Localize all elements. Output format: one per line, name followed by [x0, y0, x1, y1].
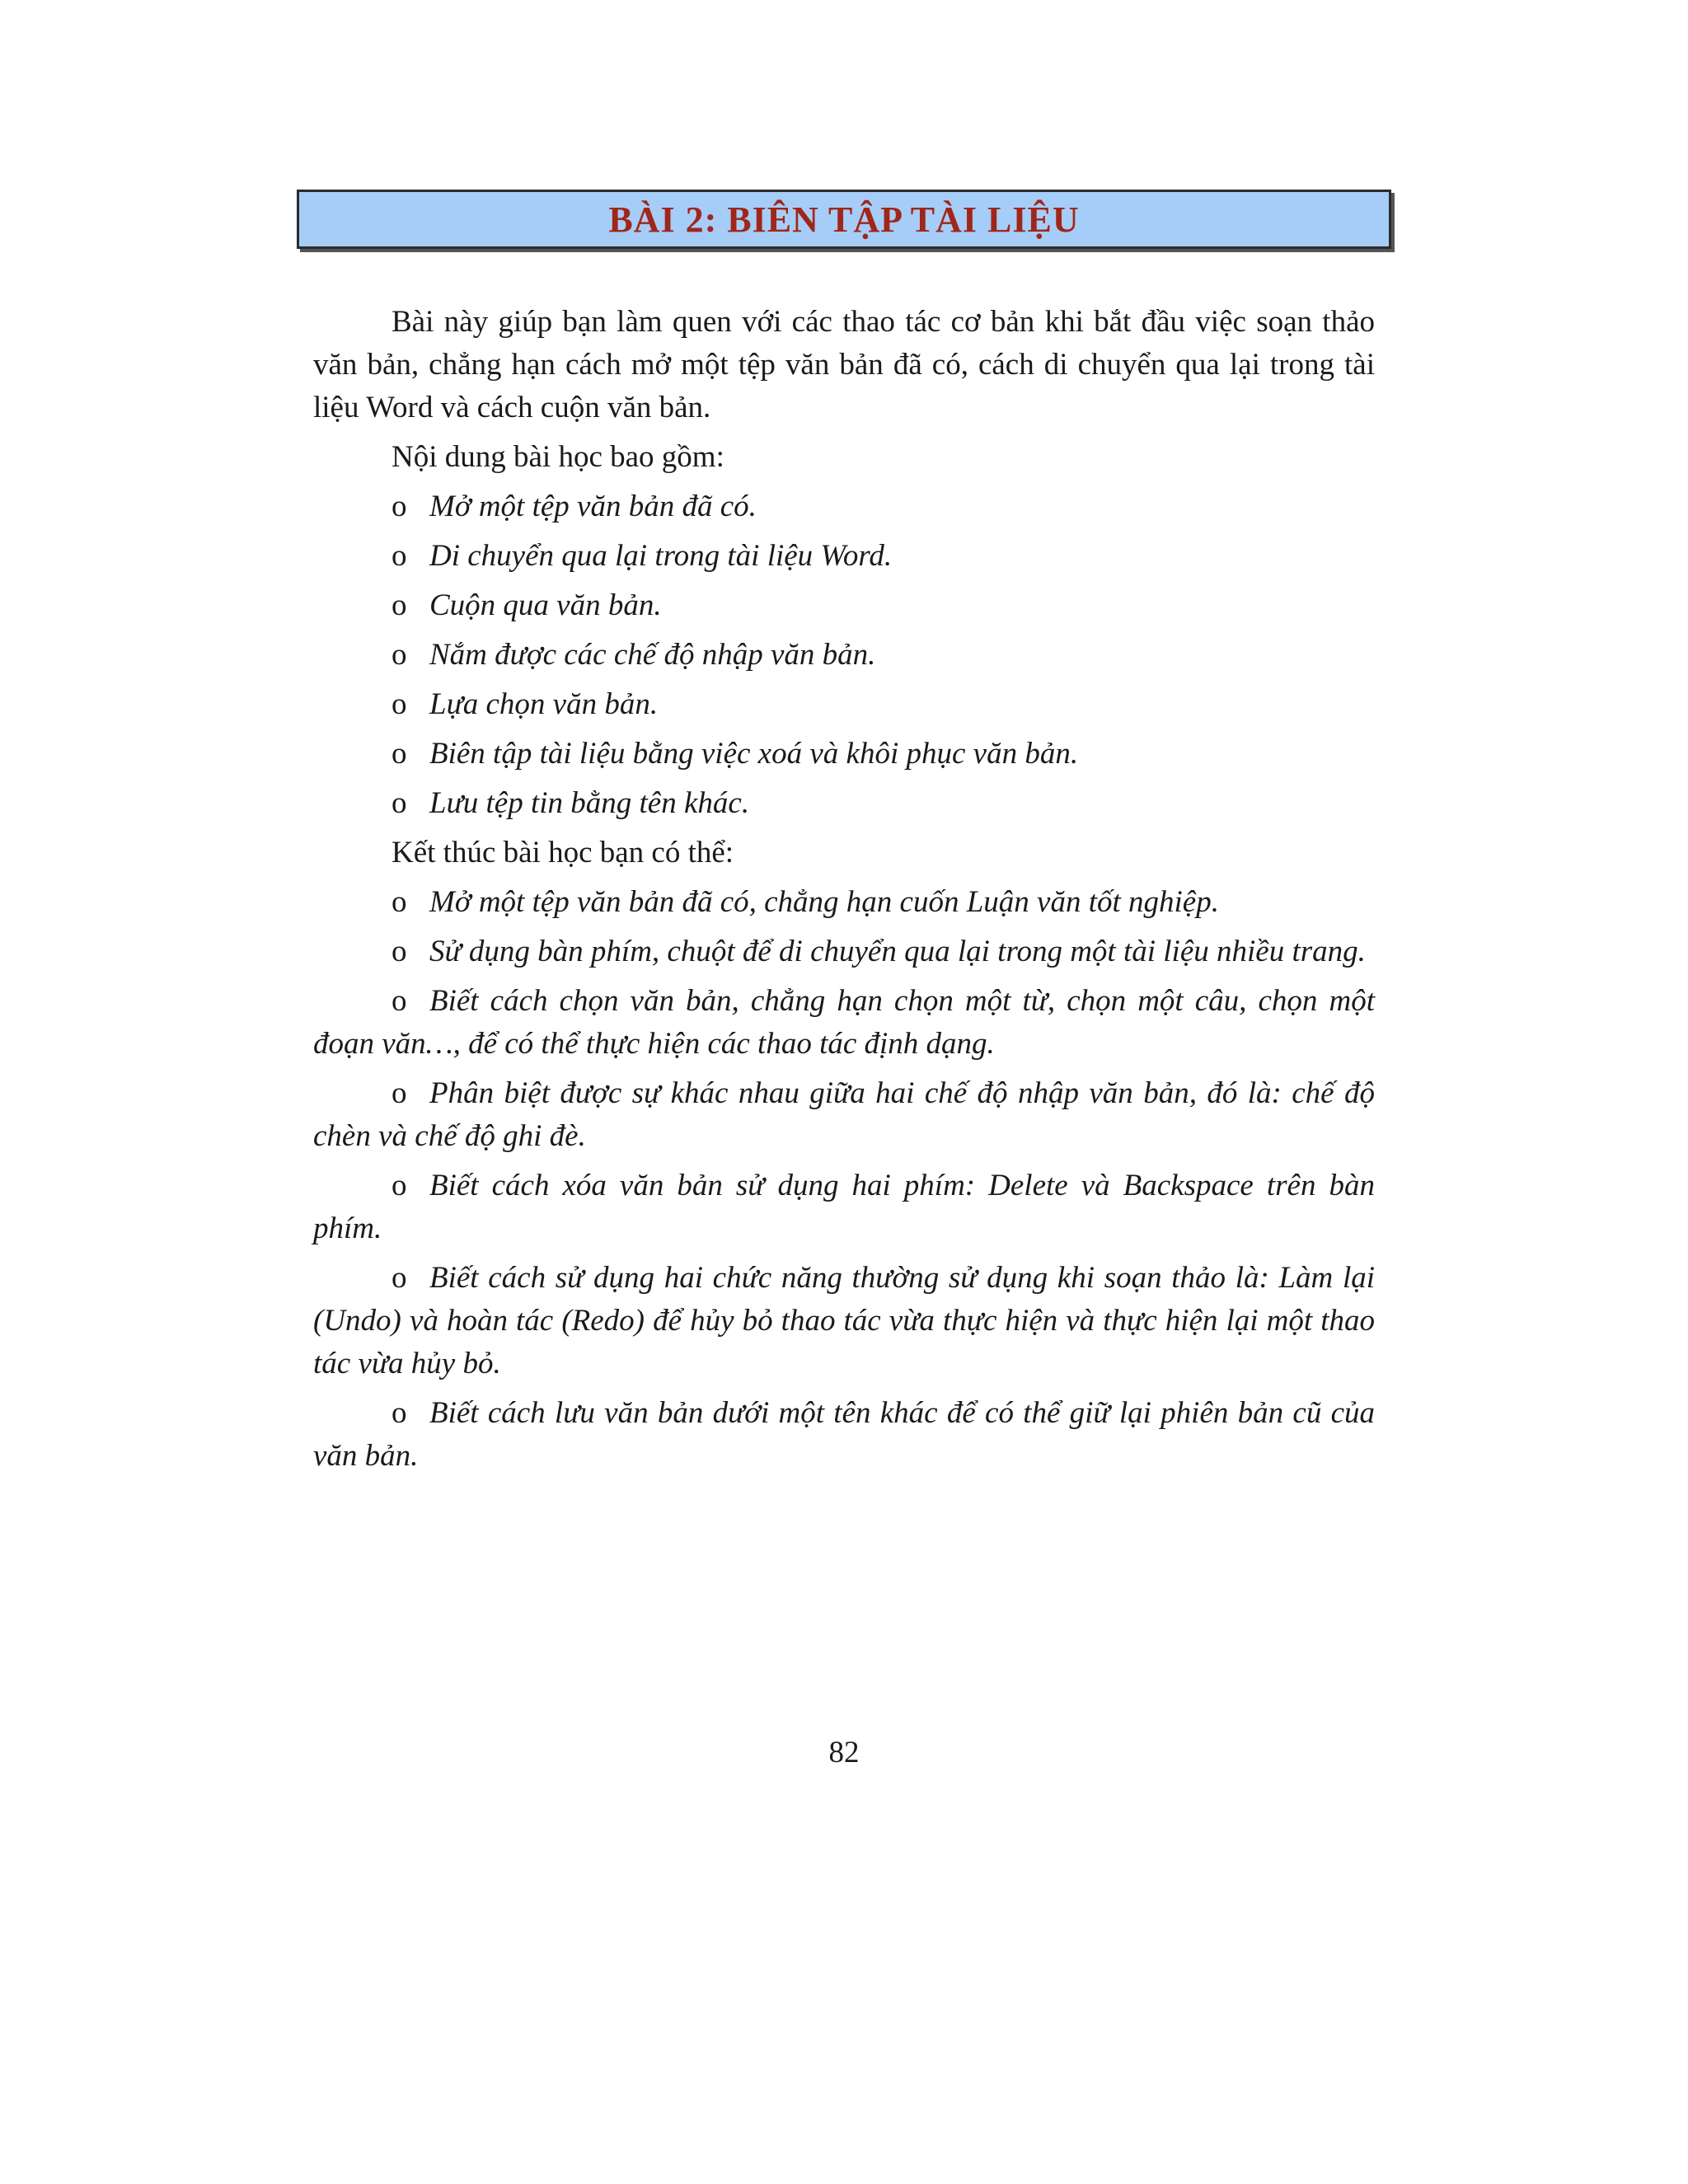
bullet-icon: o [392, 1169, 407, 1202]
bullet-icon: o [392, 1396, 407, 1430]
list-item [313, 1165, 1375, 1250]
list-item-text: Biết cách sử dụng hai chức năng thường sử dụng khi soạn thảo là: Làm lại (Undo) và hoàn tác (Redo) để hủy bỏ thao tác vừa thực hiện và thực hiện lại một thao tác vừa hủy bỏ. [313, 1261, 1375, 1380]
contents-heading: Nội dung bài học bao gồm: [392, 440, 724, 474]
list-item-text: Lựa chọn văn bản. [429, 687, 659, 721]
list-item-text: Phân biệt được sự khác nhau giữa hai chế độ nhập văn bản, đó là: chế độ chèn và chế độ ghi đè. [313, 1076, 1375, 1153]
list-item [313, 930, 1375, 973]
bullet-icon: o [392, 687, 407, 721]
list-item-text: Mở một tệp văn bản đã có, chẳng hạn cuốn Luận văn tốt nghiệp. [429, 885, 1219, 919]
list-item [313, 733, 1375, 776]
list-item [313, 782, 1375, 825]
bullet-icon: o [392, 539, 407, 573]
list-item [313, 1072, 1375, 1158]
list-item-text: Biết cách chọn văn bản, chẳng hạn chọn một từ, chọn một câu, chọn một đoạn văn…, để có thể thực hiện các thao tác định dạng. [313, 984, 1375, 1061]
bullet-icon: o [392, 786, 407, 820]
page-number: 82 [828, 1736, 860, 1769]
list-item-text: Sử dụng bàn phím, chuột để di chuyển qua lại trong một tài liệu nhiều trang. [429, 935, 1366, 968]
list-item [313, 980, 1375, 1066]
bullet-icon: o [392, 588, 407, 622]
outcomes-heading: Kết thúc bài học bạn có thể: [392, 836, 734, 869]
lesson-content [313, 301, 1375, 1484]
lesson-title-box [297, 190, 1391, 249]
bullet-icon: o [392, 885, 407, 919]
list-item-text: Biết cách lưu văn bản dưới một tên khác để có thể giữ lại phiên bản cũ của văn bản. [313, 1396, 1375, 1473]
list-item [313, 584, 1375, 627]
list-item [313, 1392, 1375, 1478]
list-item [313, 1257, 1375, 1385]
bullet-icon: o [392, 737, 407, 771]
bullet-icon: o [392, 935, 407, 968]
bullet-icon: o [392, 984, 407, 1018]
bullet-icon: o [392, 490, 407, 523]
contents-list [313, 485, 1375, 825]
list-item [313, 881, 1375, 924]
list-item [313, 683, 1375, 726]
list-item-text: Cuộn qua văn bản. [429, 588, 662, 622]
outcomes-list [313, 881, 1375, 1478]
list-item-text: Nắm được các chế độ nhập văn bản. [429, 638, 876, 672]
list-item [313, 485, 1375, 528]
list-item-text: Di chuyển qua lại trong tài liệu Word. [429, 539, 893, 573]
lesson-title: BÀI 2: BIÊN TẬP TÀI LIỆU [608, 199, 1080, 240]
list-item-text: Biết cách xóa văn bản sử dụng hai phím: Delete và Backspace trên bàn phím. [313, 1169, 1375, 1245]
bullet-icon: o [392, 1261, 407, 1295]
bullet-icon: o [392, 1076, 407, 1110]
list-item [313, 634, 1375, 677]
bullet-icon: o [392, 638, 407, 672]
list-item-text: Biên tập tài liệu bằng việc xoá và khôi phục văn bản. [429, 737, 1079, 771]
list-item-text: Lưu tệp tin bằng tên khác. [429, 786, 750, 820]
intro-paragraph: Bài này giúp bạn làm quen với các thao tác cơ bản khi bắt đầu việc soạn thảo văn bản, chẳng hạn cách mở một tệp văn bản đã có, cách di chuyển qua lại trong tài liệu Word và cách cuộn văn bản. [313, 305, 1375, 424]
list-item [313, 535, 1375, 578]
list-item-text: Mở một tệp văn bản đã có. [429, 490, 757, 523]
